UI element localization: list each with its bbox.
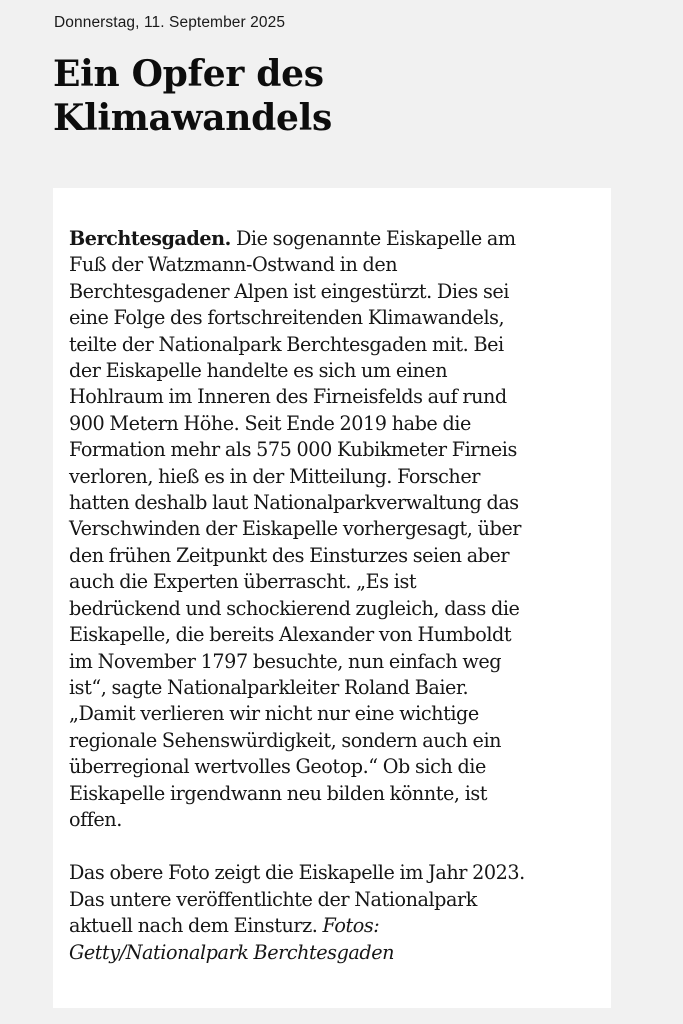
article-paragraph [69, 226, 599, 833]
body-line: Fuß der Watzmann-Ostwand in den [69, 253, 398, 277]
body-line: 900 Metern Höhe. Seit Ende 2019 habe die [69, 411, 471, 435]
article-card [53, 188, 611, 1008]
body-line: offen. [69, 807, 122, 831]
headline-line: Ein Opfer des [53, 53, 324, 95]
body-line: Verschwinden der Eiskapelle vorhergesagt, über [69, 517, 521, 541]
body-line: Formation mehr als 575 000 Kubikmeter Firneis [69, 438, 517, 462]
body-line: Eiskapelle irgendwann neu bilden könnte, ist [69, 781, 488, 805]
caption-line [69, 913, 599, 939]
caption-line: Das obere Foto zeigt die Eiskapelle im Jahr 2023. [69, 861, 525, 885]
body-line: verloren, hieß es in der Mitteilung. Forscher [69, 464, 480, 488]
caption-line-text: aktuell nach dem Einsturz. [69, 914, 323, 938]
body-line: Eiskapelle, die bereits Alexander von Humboldt [69, 623, 512, 647]
article-dateline: Berchtesgaden. [69, 227, 231, 250]
body-line [69, 226, 599, 252]
body-line: regionale Sehenswürdigkeit, sondern auch ein [69, 728, 502, 752]
photo-caption [69, 860, 599, 966]
article-body [69, 226, 599, 966]
body-line: Berchtesgadener Alpen ist eingestürzt. Dies sei [69, 279, 509, 303]
caption-line: Das untere veröffentlichte der Nationalpark [69, 887, 477, 911]
body-line: im November 1797 besuchte, nun einfach weg [69, 649, 502, 673]
body-line: hatten deshalb laut Nationalparkverwaltung das [69, 491, 519, 515]
body-line: Hohlraum im Inneren des Firneisfelds auf rund [69, 385, 507, 409]
article-date: Donnerstag, 11. September 2025 [54, 14, 286, 31]
body-line: auch die Experten überrascht. „Es ist [69, 570, 417, 594]
photo-credit-label: Fotos: [322, 914, 380, 938]
article-headline [53, 52, 613, 140]
body-line: ist“, sagte Nationalparkleiter Roland Baier. [69, 675, 469, 699]
headline-line: Klimawandels [53, 97, 332, 139]
body-line: eine Folge des fortschreitenden Klimawandels, [69, 306, 505, 330]
body-line: überregional wertvolles Geotop.“ Ob sich die [69, 755, 486, 779]
body-line-text: Die sogenannte Eiskapelle am [230, 227, 516, 250]
body-line: der Eiskapelle handelte es sich um einen [69, 359, 448, 383]
body-line: bedrückend und schockierend zugleich, dass die [69, 596, 520, 620]
body-line: „Damit verlieren wir nicht nur eine wichtige [69, 702, 479, 726]
body-line: den frühen Zeitpunkt des Einsturzes seien aber [69, 543, 510, 567]
body-line: teilte der Nationalpark Berchtesgaden mit. Bei [69, 332, 504, 356]
photo-credit: Getty/Nationalpark Berchtesgaden [69, 940, 395, 964]
paragraph-gap [69, 833, 599, 860]
